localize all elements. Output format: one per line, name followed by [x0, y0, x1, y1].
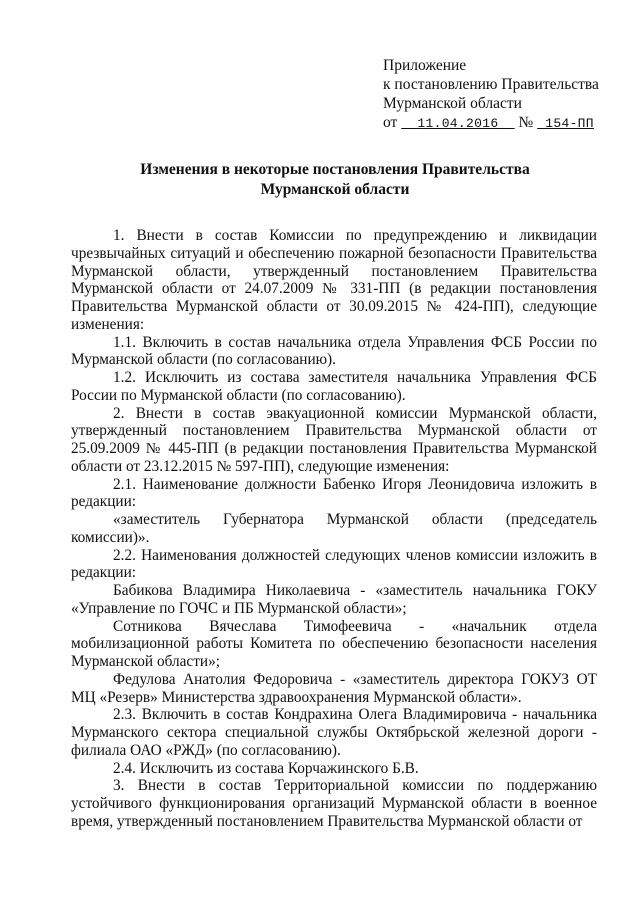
number-label: № — [518, 114, 534, 131]
paragraph: 3. Внести в состав Территориальной комиссии по поддержанию устойчивого функционирования организаций Мурманской области в военное время, утвержденный постановлением Правительства Мурманской области от — [71, 777, 597, 830]
paragraph: 1.2. Исключить из состава заместителя начальника Управления ФСБ России по Мурманской области (по согласованию). — [71, 369, 597, 404]
document-date: 11.04.2016 — [417, 116, 499, 131]
appendix-line: к постановлению Правительства — [383, 76, 599, 93]
appendix-block — [383, 56, 599, 133]
paragraph: Сотникова Вячеслава Тимофеевича - «начальник отдела мобилизационной работы Комитета по обеспечению безопасности населения Мурманской области»; — [71, 617, 597, 670]
paragraph: «заместитель Губернатора Мурманской области (председатель комиссии)». — [71, 511, 597, 546]
appendix-line: Приложение — [383, 57, 467, 74]
paragraph: 2. Внести в состав эвакуационной комиссии Мурманской области, утвержденный постановлением Правительства Мурманской области от 25.09.2009 № 445-ПП (в редакции постановления Правительства Мурманской области от 23.12.2015 № 597-ПП), следующие изменения: — [71, 404, 597, 475]
title-line: Изменения в некоторые постановления Правительства — [140, 161, 530, 178]
paragraph: 2.4. Исключить из состава Корчажинского Б.В. — [113, 759, 419, 777]
paragraph: Бабикова Владимира Николаевича - «заместитель начальника ГОКУ «Управление по ГОЧС и ПБ Мурманской области»; — [71, 582, 597, 617]
document-number: 154-ПП — [545, 116, 594, 131]
appendix-date-line — [383, 113, 599, 133]
title-line: Мурманской области — [260, 181, 410, 198]
paragraph: 1.1. Включить в состав начальника отдела Управления ФСБ России по Мурманской области (по согласованию). — [71, 333, 597, 369]
document-title — [70, 160, 600, 200]
paragraph: 2.3. Включить в состав Кондрахина Олега Владимировича - начальника Мурманского сектора специальной службы Октябрьской железной дороги - филиала ОАО «РЖД» (по согласованию). — [71, 706, 597, 759]
paragraph: 1. Внести в состав Комиссии по предупреждению и ликвидации чрезвычайных ситуаций и обеспечению пожарной безопасности Правительства Мурманской области, утвержденный постановлением Правительства Мурманской области от 24.07.2009 № 331-ПП (в редакции постановления Правительства Мурманской области от 30.09.2015 № 424-ПП), следующие изменения: — [71, 227, 597, 333]
document-body — [71, 227, 597, 831]
paragraph: 2.2. Наименования должностей следующих членов комиссии изложить в редакции: — [71, 546, 597, 582]
paragraph: Федулова Анатолия Федоровича - «заместитель директора ГОКУЗ ОТ МЦ «Резерв» Министерства здравоохранения Мурманской области». — [71, 670, 597, 706]
paragraph: 2.1. Наименование должности Бабенко Игоря Леонидовича изложить в редакции: — [71, 475, 597, 511]
from-label: от — [383, 114, 398, 131]
appendix-line: Мурманской области — [383, 95, 522, 112]
